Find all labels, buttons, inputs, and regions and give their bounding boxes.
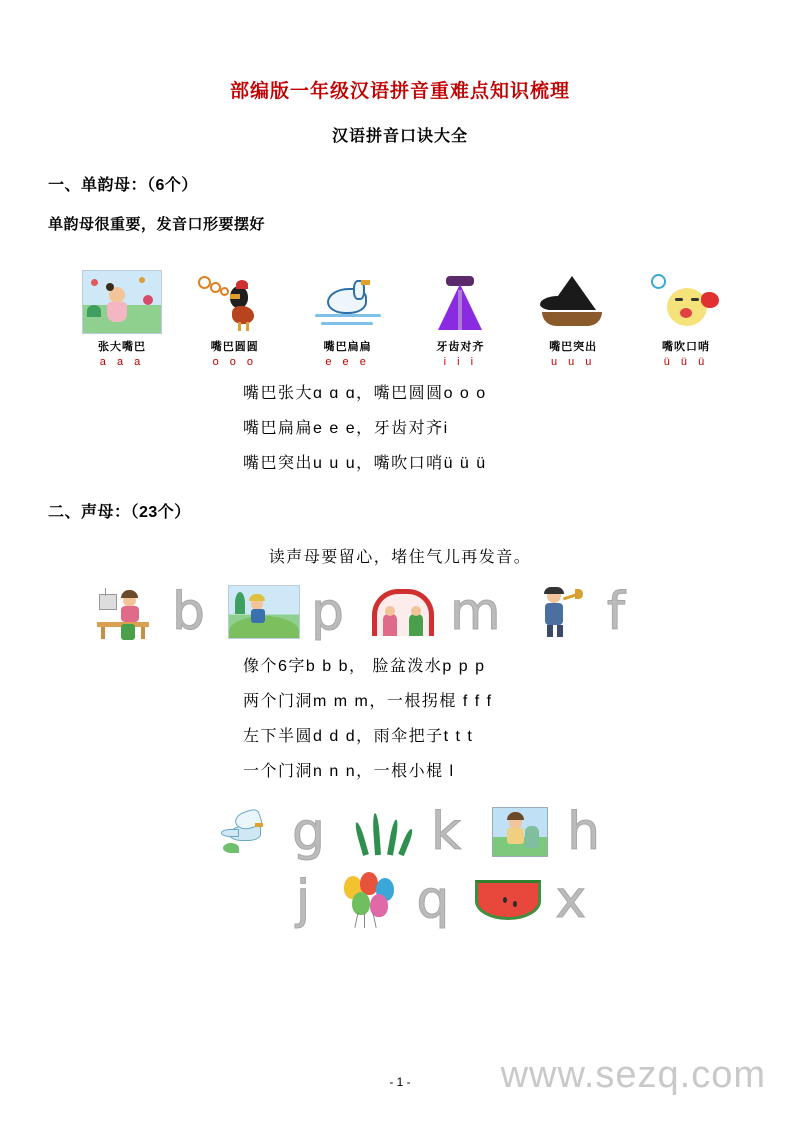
- letter-glyph-m: m: [450, 582, 501, 642]
- girl-on-chair-photo-illustration: [483, 803, 557, 861]
- section-2-heading: 二、声母：（23个）: [48, 504, 191, 521]
- consonant-card: [347, 803, 461, 861]
- vowel-caption: 张大嘴巴: [98, 341, 146, 353]
- page-title: 部编版一年级汉语拼音重难点知识梳理: [229, 81, 570, 102]
- vowel-caption: 嘴吹口哨: [661, 341, 710, 353]
- consonant-verse-line: 两个门洞m m m，一根拐棍 f f f: [243, 693, 493, 710]
- section-1-subheading: 单韵母很重要，发音口形要摆好: [48, 216, 266, 233]
- vowel-letters: ü ü ü: [663, 356, 709, 368]
- letter-glyph-g: g: [291, 802, 325, 862]
- consonant-verse-line: 左下半圆d d d，雨伞把子t t t: [243, 728, 474, 745]
- consonant-card: [208, 803, 325, 861]
- consonant-card: [483, 803, 600, 861]
- face-whistling-illustration: [634, 260, 738, 334]
- vowel-verse-line: 嘴巴突出u u u，嘴吹口哨ü ü ü: [243, 455, 487, 472]
- letter-glyph-p: p: [311, 582, 345, 642]
- consonant-card: [332, 871, 449, 929]
- letter-glyph-x: x: [555, 870, 587, 930]
- consonant-card-row-2: [48, 803, 752, 861]
- vowel-verse-line: 嘴巴扁扁e e e，牙齿对齐i: [243, 420, 449, 437]
- vowel-letters: o o o: [212, 356, 258, 368]
- page-number: - 1 -: [389, 1075, 411, 1089]
- vowel-card: [408, 260, 512, 368]
- consonant-verse-line: 一个门洞n n n，一根小棍 l: [243, 763, 455, 780]
- dove-flying-illustration: [208, 803, 282, 861]
- green-shoots-illustration: [347, 803, 421, 861]
- consonant-card: [88, 583, 205, 641]
- vowel-caption: 牙齿对齐: [436, 341, 485, 353]
- vowel-card-row: [48, 260, 752, 368]
- consonant-card-row-1: [48, 583, 752, 641]
- vowel-caption: 嘴巴扁扁: [323, 341, 372, 353]
- letter-glyph-b: b: [172, 582, 206, 642]
- vowel-letters: i i i: [443, 356, 478, 368]
- watermelon-illustration: [471, 871, 545, 929]
- empty-slot: [212, 871, 286, 929]
- consonant-card-row-3: [48, 871, 752, 929]
- letter-glyph-k: k: [430, 802, 462, 862]
- goose-on-water-illustration: [296, 260, 400, 334]
- consonant-card: [227, 583, 344, 641]
- page-subtitle: 汉语拼音口诀大全: [331, 128, 468, 145]
- bird-in-nest-illustration: [521, 260, 625, 334]
- rooster-crowing-illustration: [183, 260, 287, 334]
- consonant-verse-line: 像个6字b b b， 脸盆泼水p p p: [243, 658, 486, 675]
- vowel-letters: a a a: [99, 356, 145, 368]
- vowel-verse-line: 嘴巴张大ɑ ɑ ɑ，嘴巴圆圆o o o: [243, 385, 487, 402]
- children-under-red-arch-illustration: [366, 583, 440, 641]
- consonant-card: [366, 583, 501, 641]
- boy-climbing-slope-illustration: [227, 583, 301, 641]
- vowel-card: [70, 260, 174, 368]
- girl-listening-to-radio-illustration: [88, 583, 162, 641]
- vowel-card: [296, 260, 400, 368]
- consonant-card: [523, 583, 625, 641]
- purple-cape-illustration: [408, 260, 512, 334]
- vowel-card: [183, 260, 287, 368]
- vowel-letters: e e e: [325, 356, 370, 368]
- page-content: [48, 0, 752, 1131]
- section-1-heading: 一、单韵母：（6个）: [48, 177, 198, 194]
- consonant-card: [471, 871, 586, 929]
- consonant-card: [212, 871, 310, 929]
- vowel-letters: u u u: [550, 356, 596, 368]
- consonant-intro-verse: 读声母要留心，堵住气儿再发音。: [268, 549, 532, 566]
- letter-glyph-q: q: [416, 870, 450, 930]
- letter-glyph-h: h: [567, 802, 601, 862]
- girl-singing-in-garden-illustration: [70, 260, 174, 334]
- man-blowing-trumpet-illustration: [523, 583, 597, 641]
- vowel-card: [634, 260, 738, 368]
- watermark: www.sezq.com: [500, 1054, 766, 1096]
- colorful-balloons-illustration: [332, 871, 406, 929]
- letter-glyph-j: j: [295, 870, 311, 930]
- vowel-caption: 嘴巴圆圆: [210, 341, 259, 353]
- vowel-card: [521, 260, 625, 368]
- letter-glyph-f: f: [606, 582, 625, 642]
- vowel-caption: 嘴巴突出: [549, 341, 598, 353]
